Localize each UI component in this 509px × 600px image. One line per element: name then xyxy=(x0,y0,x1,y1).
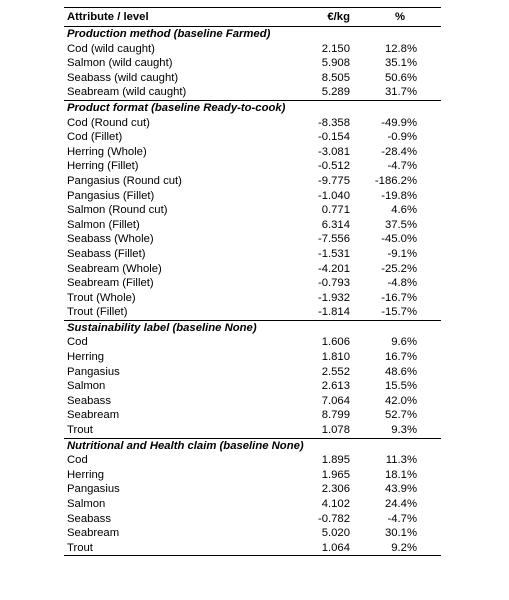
row-value: 1.810 xyxy=(321,351,350,364)
section-title: Product format (baseline Ready-to-cook) xyxy=(64,100,441,115)
row-pct: -9.1% xyxy=(387,247,417,260)
section-header-row xyxy=(64,100,441,115)
section-title: Sustainability label (baseline None) xyxy=(64,320,441,335)
row-pct: 31.7% xyxy=(384,86,417,99)
table-row xyxy=(64,85,441,100)
row-pct: 18.1% xyxy=(384,468,417,481)
table-row xyxy=(64,350,441,365)
row-pct: -4.7% xyxy=(387,160,417,173)
table-body xyxy=(64,27,441,556)
row-pct: 30.1% xyxy=(384,527,417,540)
table-row xyxy=(64,541,441,556)
header-pct: % xyxy=(394,10,406,23)
row-value: 2.613 xyxy=(321,380,350,393)
table-row xyxy=(64,262,441,277)
row-label: Seabass (wild caught) xyxy=(67,71,179,84)
table-row xyxy=(64,218,441,233)
row-value: 5.289 xyxy=(321,86,350,99)
row-pct: -28.4% xyxy=(381,145,417,158)
row-label: Salmon (wild caught) xyxy=(67,57,173,70)
row-label: Trout (Whole) xyxy=(67,291,136,304)
row-value: 1.895 xyxy=(321,454,350,467)
table-row xyxy=(64,453,441,468)
row-value: 1.078 xyxy=(321,424,350,437)
row-label: Herring (Whole) xyxy=(67,145,147,158)
row-label: Cod (Fillet) xyxy=(67,131,123,144)
row-label: Salmon xyxy=(67,498,106,510)
table-row xyxy=(64,305,441,320)
row-label: Salmon (Round cut) xyxy=(67,204,168,217)
row-label: Pangasius (Fillet) xyxy=(67,189,155,202)
row-value: -0.512 xyxy=(317,160,350,173)
row-value: -7.556 xyxy=(317,233,350,246)
row-value: -9.775 xyxy=(317,174,350,187)
table-row xyxy=(64,379,441,394)
table-row xyxy=(64,71,441,86)
row-value: -1.814 xyxy=(317,306,350,319)
row-value: 8.505 xyxy=(321,71,350,84)
table-row xyxy=(64,482,441,497)
table-row xyxy=(64,365,441,380)
row-value: -1.040 xyxy=(317,189,350,202)
row-value: 2.150 xyxy=(321,42,350,55)
row-label: Seabass xyxy=(67,512,111,525)
row-pct: 16.7% xyxy=(384,351,417,364)
row-pct: -45.0% xyxy=(381,233,417,246)
row-pct: 9.6% xyxy=(391,336,417,349)
row-label: Salmon xyxy=(67,380,106,393)
row-value: 1.064 xyxy=(264,541,356,556)
row-label: Seabass (Fillet) xyxy=(67,247,146,260)
row-pct: 50.6% xyxy=(384,71,417,84)
row-value: -0.154 xyxy=(317,131,350,144)
wtp-table xyxy=(64,7,441,556)
table-row xyxy=(64,497,441,512)
row-label: Pangasius (Round cut) xyxy=(67,174,182,187)
row-value: -4.201 xyxy=(317,262,350,275)
table-row xyxy=(64,116,441,131)
row-value: -0.782 xyxy=(317,512,350,525)
row-pct: 9.3% xyxy=(391,424,417,437)
row-pct: -49.9% xyxy=(381,116,417,129)
row-label: Salmon (Fillet) xyxy=(67,218,140,231)
row-label: Trout xyxy=(67,424,93,437)
row-pct: 24.4% xyxy=(384,498,417,510)
row-value: 5.020 xyxy=(321,527,350,540)
row-pct: -186.2% xyxy=(374,174,417,187)
table-row xyxy=(64,174,441,189)
row-label: Herring (Fillet) xyxy=(67,160,139,173)
table-row xyxy=(64,56,441,71)
row-pct: 15.5% xyxy=(384,380,417,393)
row-value: 1.965 xyxy=(321,468,350,481)
row-pct: -0.9% xyxy=(387,131,417,144)
section-title: Production method (baseline Farmed) xyxy=(67,28,271,40)
row-value: 5.908 xyxy=(321,57,350,70)
row-label: Seabream (wild caught) xyxy=(67,86,187,99)
row-value: 8.799 xyxy=(321,409,350,422)
row-value: 6.314 xyxy=(321,218,350,231)
table-row xyxy=(64,42,441,57)
table-row xyxy=(64,335,441,350)
table-row xyxy=(64,394,441,409)
row-pct: 42.0% xyxy=(384,394,417,407)
row-pct: -16.7% xyxy=(381,291,417,304)
row-value: -3.081 xyxy=(317,145,350,158)
table-row xyxy=(64,512,441,527)
row-pct: 52.7% xyxy=(384,409,417,422)
row-value: 2.552 xyxy=(321,365,350,378)
table-row xyxy=(64,189,441,204)
table-row xyxy=(64,291,441,306)
table-row xyxy=(64,423,441,438)
row-label: Seabream xyxy=(67,409,120,422)
row-label: Seabass (Whole) xyxy=(67,233,154,246)
row-value: 4.102 xyxy=(321,498,350,510)
table-row xyxy=(64,468,441,483)
row-value: -1.932 xyxy=(317,291,350,304)
section-header-row xyxy=(64,320,441,335)
row-pct: 12.8% xyxy=(384,42,417,55)
row-pct: 37.5% xyxy=(384,218,417,231)
row-label: Cod xyxy=(67,336,88,349)
row-label: Cod (wild caught) xyxy=(67,42,155,55)
row-label: Seabream (Fillet) xyxy=(67,277,154,290)
row-label: Trout xyxy=(64,541,264,556)
row-pct: -4.7% xyxy=(387,512,417,525)
row-value: -8.358 xyxy=(317,116,350,129)
row-value: 7.064 xyxy=(321,394,350,407)
row-value: -0.793 xyxy=(317,277,350,290)
row-pct: 11.3% xyxy=(385,454,417,467)
row-label: Pangasius xyxy=(67,483,120,496)
row-pct: 48.6% xyxy=(384,365,417,378)
table-row xyxy=(64,130,441,145)
row-pct: 4.6% xyxy=(391,204,417,217)
table-row xyxy=(64,159,441,174)
row-pct: -25.2% xyxy=(381,262,417,275)
row-label: Seabream xyxy=(67,527,120,540)
table-header xyxy=(64,8,441,27)
row-value: 2.306 xyxy=(321,483,350,496)
row-value: -1.531 xyxy=(317,247,350,260)
table-row xyxy=(64,276,441,291)
row-pct: 9.2% xyxy=(356,541,441,556)
row-label: Pangasius xyxy=(67,365,120,378)
table-row xyxy=(64,203,441,218)
table-row xyxy=(64,408,441,423)
row-value: 1.606 xyxy=(321,336,350,349)
table-row xyxy=(64,232,441,247)
section-header-row xyxy=(64,438,441,453)
section-title: Nutritional and Health claim (baseline None) xyxy=(64,438,441,453)
row-label: Seabass xyxy=(67,394,111,407)
table-row xyxy=(64,526,441,541)
section-header-row xyxy=(64,27,441,42)
row-pct: 35.1% xyxy=(384,57,417,70)
row-label: Seabream (Whole) xyxy=(67,262,162,275)
row-value: 0.771 xyxy=(321,204,350,217)
table-row xyxy=(64,247,441,262)
row-label: Herring xyxy=(67,351,105,364)
row-label: Trout (Fillet) xyxy=(67,306,128,319)
row-label: Cod xyxy=(67,454,88,467)
row-pct: -4.8% xyxy=(387,277,417,290)
row-pct: 43.9% xyxy=(384,483,417,496)
header-value: €/kg xyxy=(327,10,350,23)
row-label: Cod (Round cut) xyxy=(67,116,150,129)
row-pct: -19.8% xyxy=(381,189,417,202)
table-row xyxy=(64,145,441,160)
header-attribute: Attribute / level xyxy=(67,10,149,23)
row-label: Herring xyxy=(67,468,105,481)
row-pct: -15.7% xyxy=(381,306,417,319)
